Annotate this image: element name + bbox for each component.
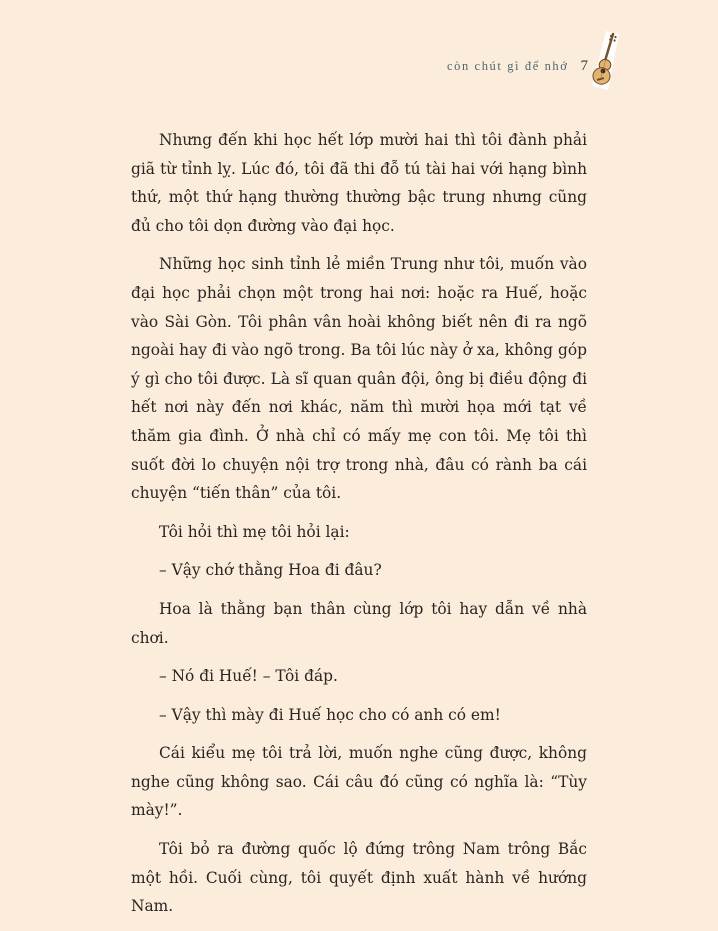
paragraph: Hoa là thằng bạn thân cùng lớp tôi hay dẫn về nhà chơi. — [131, 599, 587, 647]
paragraph: Tôi bỏ ra đường quốc lộ đứng trông Nam trông Bắc một hồi. Cuối cùng, tôi quyết định xuất hành về hướng Nam. — [131, 840, 587, 916]
dialogue-line: – Vậy thì mày đi Huế học cho có anh có em! — [159, 705, 501, 724]
paragraph: Cái kiểu mẹ tôi trả lời, muốn nghe cũng được, không nghe cũng không sao. Cái câu đó cũng có nghĩa là: “Tùy mày!”. — [131, 744, 587, 820]
dialogue-line: – Vậy chớ thằng Hoa đi đâu? — [159, 561, 382, 580]
body-text — [131, 126, 587, 931]
page-number: 7 — [580, 58, 588, 74]
page-header — [447, 58, 588, 75]
paragraph: Nhưng đến khi học hết lớp mười hai thì tôi đành phải giã từ tỉnh lỵ. Lúc đó, tôi đã thi đỗ tú tài hai với hạng bình thứ, một thứ hạng thường thường bậc trung nhưng cũng đủ cho tôi dọn đường vào đại học. — [131, 131, 587, 235]
paragraph: Những học sinh tỉnh lẻ miền Trung như tôi, muốn vào đại học phải chọn một trong hai nơi: hoặc ra Huế, hoặc vào Sài Gòn. Tôi phân vân hoài không biết nên đi ra ngõ ngoài hay đi vào ngõ trong. Ba tôi lúc này ở xa, không góp ý gì cho tôi được. Là sĩ quan quân đội, ông bị điều động đi hết nơi này đến nơi khác, năm thì mười họa mới tạt về thăm gia đình. Ở nhà chỉ có mấy mẹ con tôi. Mẹ tôi thì suốt đời lo chuyện nội trợ trong nhà, đâu có rành ba cái chuyện “tiến thân” của tôi. — [131, 255, 587, 503]
guitar-icon — [586, 28, 622, 92]
dialogue-line: – Nó đi Huế! – Tôi đáp. — [159, 667, 338, 686]
running-title: còn chút gì để nhớ — [446, 59, 569, 73]
paragraph: Tôi hỏi thì mẹ tôi hỏi lại: — [159, 522, 350, 541]
